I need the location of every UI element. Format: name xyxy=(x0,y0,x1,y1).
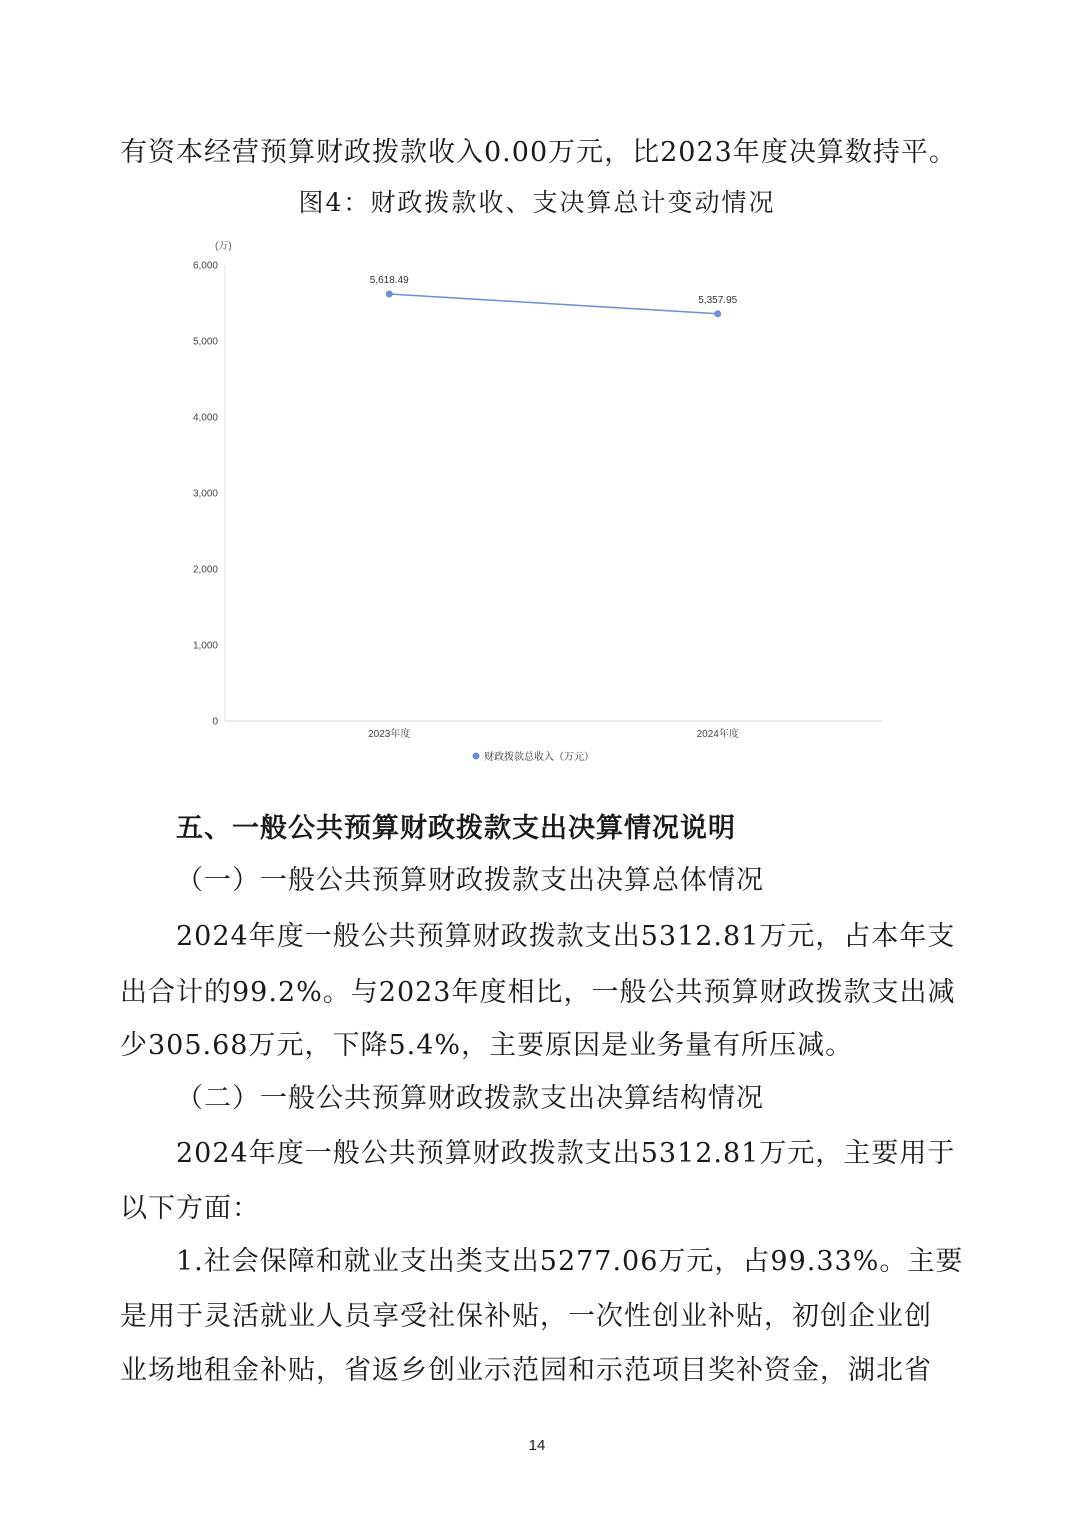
intro-line: 有资本经营预算财政拨款收入0.00万元，比2023年度决算数持平。 xyxy=(120,137,957,168)
data-point xyxy=(714,310,721,317)
x-axis-ticks xyxy=(368,727,739,740)
y-tick-label: 2,000 xyxy=(192,564,218,576)
y-tick-label: 4,000 xyxy=(192,412,218,424)
y-axis-unit-label: (万) xyxy=(215,241,232,252)
y-tick-label: 1,000 xyxy=(192,640,218,652)
paragraph-3-line-3: 业场地租金补贴，省返乡创业示范园和示范项目奖补资金，湖北省 xyxy=(120,1355,932,1386)
x-tick-label: 2024年度 xyxy=(696,729,739,740)
page-number: 14 xyxy=(528,1437,546,1454)
section-heading: 五、一般公共预算财政拨款支出决算情况说明 xyxy=(176,813,736,844)
paragraph-1-line-3: 少305.68万元，下降5.4%，主要原因是业务量有所压减。 xyxy=(120,1030,854,1061)
y-tick-label: 3,000 xyxy=(192,488,218,500)
paragraph-1-line-1: 2024年度一般公共预算财政拨款支出5312.81万元，占本年支 xyxy=(176,921,956,952)
legend xyxy=(473,750,595,763)
y-tick-label: 0 xyxy=(212,716,218,728)
y-axis-ticks xyxy=(193,261,218,728)
legend-label: 财政拨款总收入（万元） xyxy=(484,752,594,763)
data-point xyxy=(386,290,393,297)
paragraph-2-line-2: 以下方面： xyxy=(120,1193,260,1224)
paragraph-3-line-1: 1.社会保障和就业支出类支出5277.06万元，占99.33%。主要 xyxy=(176,1246,964,1277)
paragraph-3-line-2: 是用于灵活就业人员享受社保补贴，一次性创业补贴，初创企业创 xyxy=(120,1301,932,1332)
y-tick-label: 6,000 xyxy=(192,260,218,272)
paragraph-1-line-2: 出合计的99.2%。与2023年度相比，一般公共预算财政拨款支出减 xyxy=(120,977,956,1008)
figure-caption: 图4：财政拨款收、支决算总计变动情况 xyxy=(298,188,776,217)
data-label: 5,618.49 xyxy=(369,274,409,286)
legend-marker xyxy=(473,753,480,760)
line-chart xyxy=(170,232,900,772)
paragraph-2-line-1: 2024年度一般公共预算财政拨款支出5312.81万元，主要用于 xyxy=(176,1138,956,1169)
y-tick-label: 5,000 xyxy=(192,336,218,348)
subsection-heading-2: （二）一般公共预算财政拨款支出决算结构情况 xyxy=(176,1083,764,1114)
x-tick-label: 2023年度 xyxy=(368,729,411,740)
series-financial-appropriation-income xyxy=(370,275,738,317)
subsection-heading-1: （一）一般公共预算财政拨款支出决算总体情况 xyxy=(176,865,764,896)
data-label: 5,357.95 xyxy=(698,294,738,306)
series-line xyxy=(389,294,718,314)
